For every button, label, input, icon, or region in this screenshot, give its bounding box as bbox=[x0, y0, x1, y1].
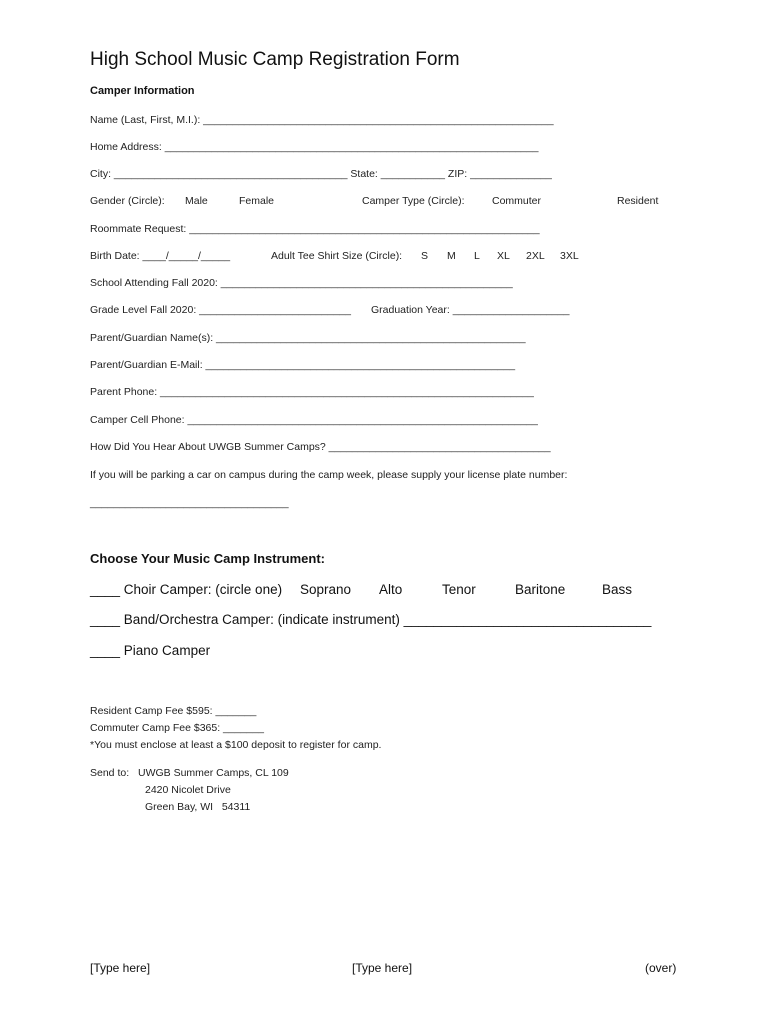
parent-phone-field[interactable]: Parent Phone: ________________________________________________________________ bbox=[90, 386, 534, 398]
voice-option[interactable]: Tenor bbox=[442, 582, 476, 597]
grade-field[interactable]: Grade Level Fall 2020: __________________________ bbox=[90, 304, 351, 316]
choir-camper-field[interactable]: ____ Choir Camper: (circle one) bbox=[90, 582, 283, 597]
voice-option[interactable]: Baritone bbox=[515, 582, 566, 597]
voice-option[interactable]: Soprano bbox=[300, 582, 352, 597]
tee-size-option[interactable]: M bbox=[447, 250, 456, 262]
guardian-email-field[interactable]: Parent/Guardian E-Mail: _____________________________________________________ bbox=[90, 359, 516, 371]
camper-type-label: Camper Type (Circle): bbox=[362, 195, 465, 207]
camper-type-commuter-option[interactable]: Commuter bbox=[492, 195, 542, 207]
tee-size-option[interactable]: 3XL bbox=[560, 250, 579, 262]
send-to-line1: UWGB Summer Camps, CL 109 bbox=[138, 767, 289, 779]
send-to-label: Send to: bbox=[90, 767, 130, 779]
license-plate-field[interactable]: __________________________________ bbox=[90, 497, 289, 509]
birth-date-field[interactable]: Birth Date: ____/_____/_____ bbox=[90, 250, 231, 262]
tee-size-option[interactable]: XL bbox=[497, 250, 510, 262]
hear-about-field[interactable]: How Did You Hear About UWGB Summer Camps? ______________________________________ bbox=[90, 441, 551, 453]
license-note: If you will be parking a car on campus during the camp week, please supply your license plate number: bbox=[90, 469, 568, 481]
piano-camper-field[interactable]: ____ Piano Camper bbox=[90, 643, 211, 658]
home-address-field[interactable]: Home Address: ________________________________________________________________ bbox=[90, 141, 539, 153]
guardian-name-field[interactable]: Parent/Guardian Name(s): _____________________________________________________ bbox=[90, 332, 526, 344]
send-to-line2: 2420 Nicolet Drive bbox=[145, 784, 231, 796]
form-title: High School Music Camp Registration Form bbox=[90, 49, 460, 70]
voice-option[interactable]: Alto bbox=[379, 582, 403, 597]
name-field[interactable]: Name (Last, First, M.I.): ____________________________________________________________ bbox=[90, 114, 554, 126]
resident-fee-field[interactable]: Resident Camp Fee $595: _______ bbox=[90, 705, 257, 717]
camper-cell-field[interactable]: Camper Cell Phone: ____________________________________________________________ bbox=[90, 414, 538, 426]
city-state-zip-field[interactable]: City: ________________________________________ State: ___________ ZIP: ______________ bbox=[90, 168, 552, 180]
graduation-year-field[interactable]: Graduation Year: ____________________ bbox=[371, 304, 570, 316]
roommate-field[interactable]: Roommate Request: ____________________________________________________________ bbox=[90, 223, 540, 235]
camper-type-resident-option[interactable]: Resident bbox=[617, 195, 659, 207]
tee-size-option[interactable]: L bbox=[474, 250, 480, 262]
gender-label: Gender (Circle): bbox=[90, 195, 165, 207]
footer-center: [Type here] bbox=[352, 961, 413, 975]
deposit-note: *You must enclose at least a $100 deposit to register for camp. bbox=[90, 739, 382, 751]
instrument-heading: Choose Your Music Camp Instrument: bbox=[90, 551, 325, 566]
camper-info-heading: Camper Information bbox=[90, 85, 195, 97]
tee-size-option[interactable]: S bbox=[421, 250, 429, 262]
footer-right: (over) bbox=[645, 961, 677, 975]
gender-female-option[interactable]: Female bbox=[239, 195, 275, 207]
gender-male-option[interactable]: Male bbox=[185, 195, 208, 207]
commuter-fee-field[interactable]: Commuter Camp Fee $365: _______ bbox=[90, 722, 264, 734]
send-to-line3: Green Bay, WI 54311 bbox=[145, 801, 251, 813]
band-orchestra-field[interactable]: ____ Band/Orchestra Camper: (indicate instrument) _________________________________ bbox=[90, 612, 652, 627]
school-field[interactable]: School Attending Fall 2020: __________________________________________________ bbox=[90, 277, 513, 289]
tee-size-option[interactable]: 2XL bbox=[526, 250, 545, 262]
voice-option[interactable]: Bass bbox=[602, 582, 633, 597]
tee-size-label: Adult Tee Shirt Size (Circle): bbox=[271, 250, 403, 262]
footer-left: [Type here] bbox=[90, 961, 151, 975]
